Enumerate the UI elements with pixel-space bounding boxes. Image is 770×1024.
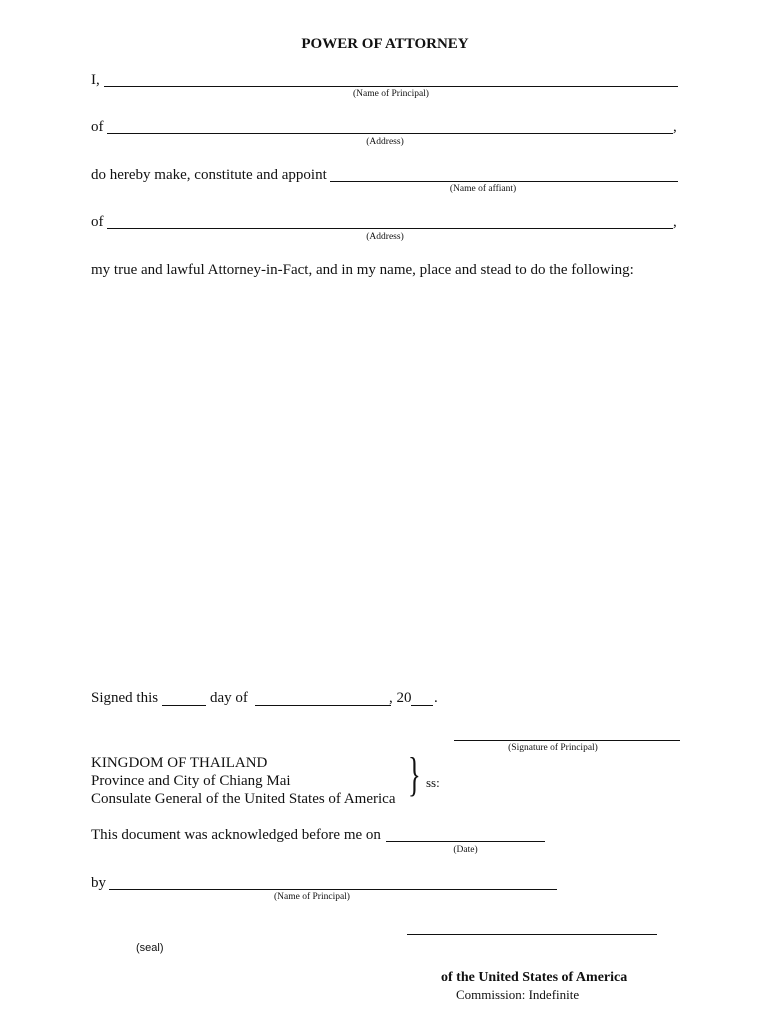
- principal-prefix: I,: [91, 72, 100, 88]
- by-name-blank[interactable]: [109, 889, 557, 890]
- year-prefix: , 20: [389, 690, 412, 706]
- appoint-text: do hereby make, constitute and appoint: [91, 167, 327, 183]
- signature-caption: (Signature of Principal): [508, 743, 598, 753]
- address-prefix: of: [91, 119, 104, 135]
- month-blank[interactable]: [255, 705, 391, 706]
- acknowledgment-text: This document was acknowledged before me on: [91, 827, 381, 843]
- commission-text: Commission: Indefinite: [456, 987, 580, 1002]
- venue-brace: }: [408, 748, 421, 801]
- signed-this-label: Signed this: [91, 690, 159, 706]
- day-blank[interactable]: [162, 705, 206, 706]
- officer-title: of the United States of America: [441, 970, 628, 985]
- affiant-name-blank[interactable]: [330, 181, 678, 182]
- venue-consulate: Consulate General of the United States of America: [91, 791, 396, 807]
- day-of-label: day of: [210, 690, 248, 706]
- year-blank[interactable]: [411, 705, 433, 706]
- principal-address-caption: (Address): [366, 137, 404, 147]
- seal-label: (seal): [136, 942, 164, 954]
- address-comma: ,: [673, 119, 677, 135]
- affiant-address-prefix: of: [91, 214, 104, 230]
- venue-country: KINGDOM OF THAILAND: [91, 755, 268, 771]
- venue-province: Province and City of Chiang Mai: [91, 773, 291, 789]
- officer-signature-blank[interactable]: [407, 934, 657, 935]
- principal-address-blank[interactable]: [107, 133, 673, 134]
- principal-name-blank[interactable]: [104, 86, 678, 87]
- affiant-address-blank[interactable]: [107, 228, 673, 229]
- signature-blank[interactable]: [454, 740, 680, 741]
- principal-name-caption: (Name of Principal): [353, 89, 429, 99]
- attorney-statement: my true and lawful Attorney-in-Fact, and in my name, place and stead to do the following:: [91, 262, 634, 278]
- ack-date-caption: (Date): [453, 845, 478, 855]
- affiant-name-caption: (Name of affiant): [449, 184, 517, 194]
- affiant-address-comma: ,: [673, 214, 677, 230]
- by-prefix: by: [91, 875, 106, 891]
- page-title: POWER OF ATTORNEY: [301, 36, 469, 52]
- ack-date-blank[interactable]: [386, 841, 545, 842]
- by-name-caption: (Name of Principal): [274, 892, 350, 902]
- powers-text-area[interactable]: [91, 290, 679, 670]
- affiant-address-caption: (Address): [366, 232, 404, 242]
- ss-label: ss:: [426, 775, 440, 790]
- signed-period: .: [434, 690, 438, 706]
